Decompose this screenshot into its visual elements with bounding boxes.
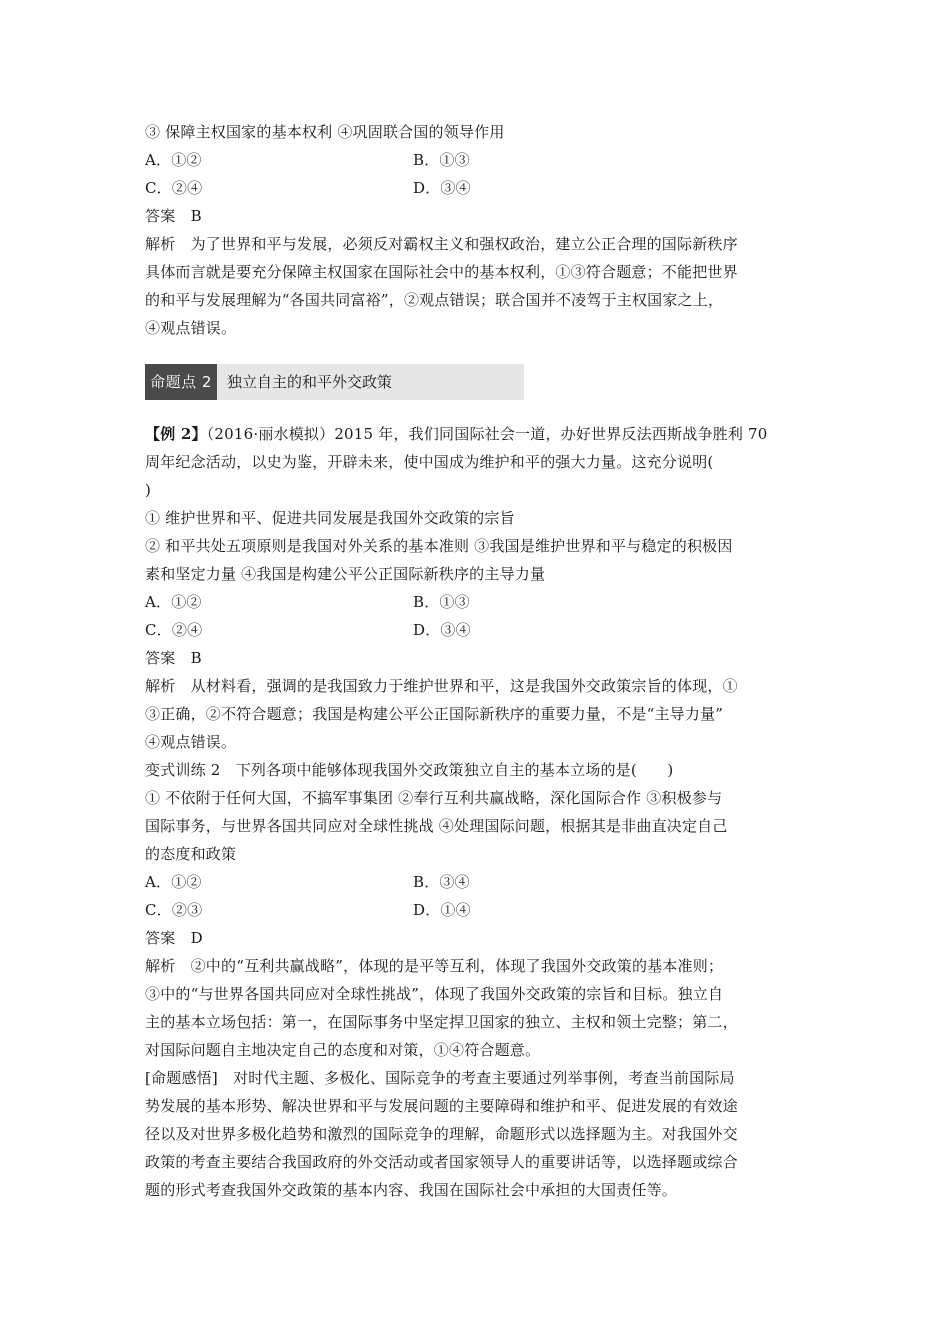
example2-stem-text: （2016·丽水模拟）2015 年，我们同国际社会一道，办好世界反法西斯战争胜利 70 [206, 425, 768, 443]
q1-analysis-line: 具体而言就是要充分保障主权国家在国际社会中的基本权利，①③符合题意；不能把世界 [145, 263, 738, 281]
q1-answer: 答案 B [145, 207, 202, 225]
section-title: 独立自主的和平外交政策 [227, 373, 393, 391]
variant2-choice-b: B．③④ [413, 873, 470, 891]
example2-analysis-line: ④观点错误。 [145, 733, 237, 751]
variant2-analysis-line: ③中的“与世界各国共同应对全球性挑战”，体现了我国外交政策的宗旨和目标。独立自 [145, 985, 724, 1003]
q1-option-line: ③ 保障主权国家的基本权利 ④巩固联合国的领导作用 [145, 123, 505, 141]
example2-option-line: 素和坚定力量 ④我国是构建公平公正国际新秩序的主导力量 [145, 565, 546, 583]
q1-analysis-line: 解析 为了世界和平与发展，必须反对霸权主义和强权政治，建立公正合理的国际新秩序 [145, 235, 738, 253]
example2-analysis-line: 解析 从材料看，强调的是我国致力于维护世界和平，这是我国外交政策宗旨的体现，① [145, 677, 738, 695]
example2-analysis-line: ③正确，②不符合题意；我国是构建公平公正国际新秩序的重要力量，不是“主导力量” [145, 705, 724, 723]
variant2-option-line: 的态度和政策 [145, 845, 237, 863]
section-header [145, 364, 524, 400]
insight-line: 题的形式考查我国外交政策的基本内容、我国在国际社会中承担的大国责任等。 [145, 1181, 678, 1199]
q1-choice-a: A．①② [145, 151, 202, 169]
section-title-bar [217, 364, 524, 400]
variant2-option-line: ① 不依附于任何大国，不搞军事集团 ②奉行互利共赢战略，深化国际合作 ③积极参与 [145, 789, 723, 807]
q1-analysis-line: 的和平与发展理解为“各国共同富裕”，②观点错误；联合国并不凌驾于主权国家之上， [145, 291, 724, 309]
q1-choice-b: B．①③ [413, 151, 470, 169]
example2-option-line: ② 和平共处五项原则是我国对外关系的基本准则 ③我国是维护世界和平与稳定的积极因 [145, 537, 733, 555]
example2-choice-b: B．①③ [413, 593, 470, 611]
example2-choice-a: A．①② [145, 593, 202, 611]
q1-choice-d: D．③④ [413, 179, 471, 197]
variant2-analysis-line: 解析 ②中的“互利共赢战略”，体现的是平等互利，体现了我国外交政策的基本准则； [145, 957, 724, 975]
example2-choice-c: C．②④ [145, 621, 203, 639]
insight-line: [命题感悟] 对时代主题、多极化、国际竞争的考查主要通过列举事例，考查当前国际局 [145, 1069, 735, 1087]
variant2-stem: 变式训练 2 下列各项中能够体现我国外交政策独立自主的基本立场的是( ) [145, 761, 674, 779]
example2-choice-d: D．③④ [413, 621, 471, 639]
variant2-option-line: 国际事务，与世界各国共同应对全球性挑战 ④处理国际问题，根据其是非曲直决定自己 [145, 817, 728, 835]
variant2-answer: 答案 D [145, 929, 203, 947]
q1-analysis-line: ④观点错误。 [145, 319, 237, 337]
insight-line: 径以及对世界多极化趋势和激烈的国际竞争的理解，命题形式以选择题为主。对我国外交 [145, 1125, 738, 1143]
insight-line: 政策的考查主要结合我国政府的外交活动或者国家领导人的重要讲话等，以选择题或综合 [145, 1153, 738, 1171]
q1-choice-c: C．②④ [145, 179, 203, 197]
insight-line: 势发展的基本形势、解决世界和平与发展问题的主要障碍和维护和平、促进发展的有效途 [145, 1097, 738, 1115]
variant2-analysis-line: 对国际问题自主地决定自己的态度和对策，①④符合题意。 [145, 1041, 541, 1059]
variant2-choice-a: A．①② [145, 873, 202, 891]
example2-stem-line: 周年纪念活动，以史为鉴，开辟未来，使中国成为维护和平的强大力量。这充分说明( [145, 453, 714, 471]
example2-label: 【例 2】 [145, 425, 207, 443]
section-badge: 命题点 2 [145, 364, 217, 400]
example2-stem-line-1 [145, 423, 768, 445]
variant2-choice-c: C．②③ [145, 901, 203, 919]
example2-option-line: ① 维护世界和平、促进共同发展是我国外交政策的宗旨 [145, 509, 515, 527]
variant2-choice-d: D．①④ [413, 901, 471, 919]
variant2-analysis-line: 主的基本立场包括：第一，在国际事务中坚定捍卫国家的独立、主权和领土完整；第二， [145, 1013, 738, 1031]
example2-stem-line: ) [145, 481, 152, 499]
example2-answer: 答案 B [145, 649, 202, 667]
